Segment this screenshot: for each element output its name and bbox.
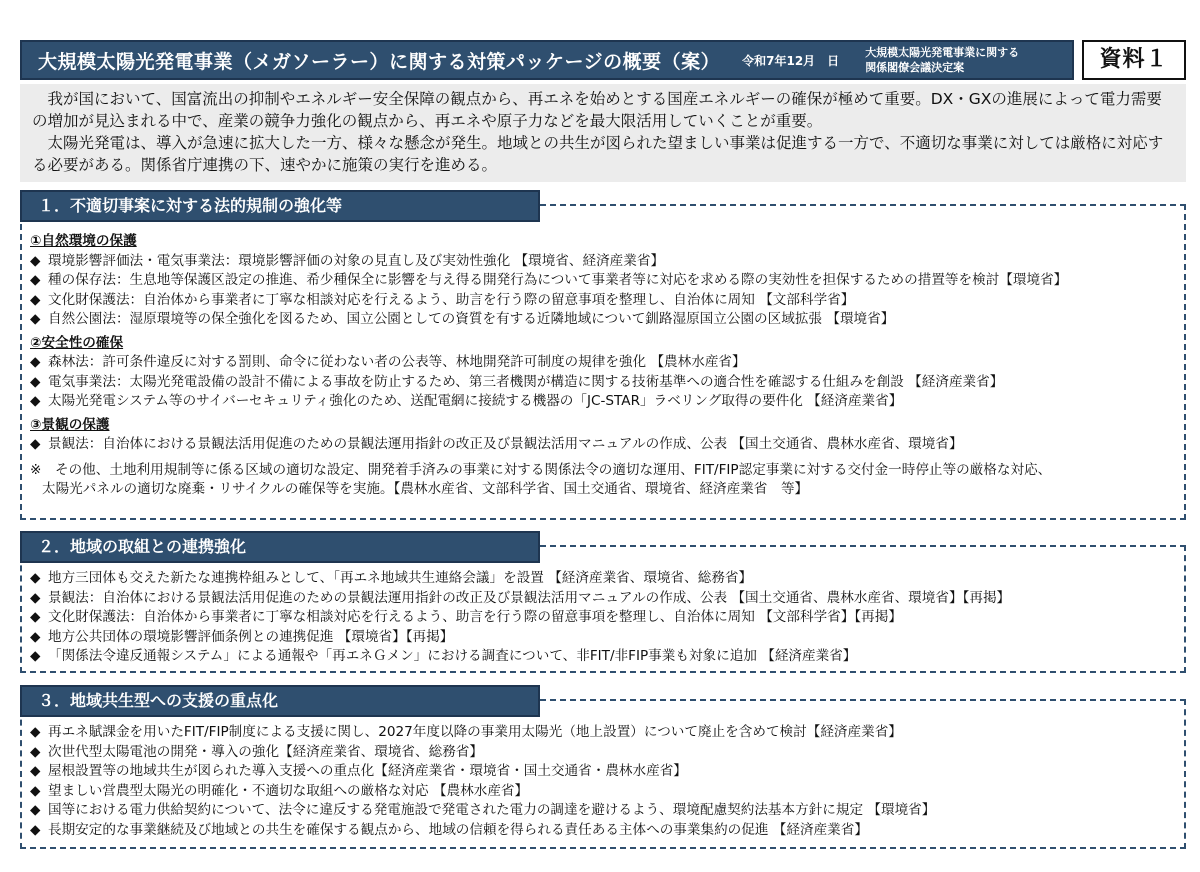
diamond-bullet-icon: ◆ bbox=[30, 291, 41, 308]
list-item: ◆ 望ましい営農型太陽光の明確化・不適切な取組への厳格な対応 【農林水産省】 bbox=[30, 782, 1180, 802]
list-item: ◆ 太陽光発電システム等のサイバーセキュリティ強化のため、送配電網に接続する機器の「JC-STAR」ラベリング取得の要件化 【経済産業省】 bbox=[30, 392, 1180, 412]
intro-paragraph-2: 太陽光発電は、導入が急速に拡大した一方、様々な懸念が発生。地域との共生が図られた望ましい事業は促進する一方で、不適切な事業に対しては厳格に対応する必要がある。関係省庁連携の下、速やかに施策の実行を進める。 bbox=[32, 134, 1164, 174]
list-item: ◆ 長期安定的な事業継続及び地域との共生を確保する観点から、地域の信頼を得られる責任ある主体への事業集約の促進 【経済産業省】 bbox=[30, 821, 1180, 841]
diamond-bullet-icon: ◆ bbox=[30, 821, 41, 838]
diamond-bullet-icon: ◆ bbox=[30, 724, 41, 740]
section-1-note bbox=[30, 461, 1180, 500]
diamond-bullet-icon: ◆ bbox=[30, 802, 41, 818]
intro-box bbox=[20, 84, 1186, 182]
list-item: ◆ 次世代型太陽電池の開発・導入の強化【経済産業省、環境省、総務省】 bbox=[30, 743, 1180, 763]
diamond-bullet-icon: ◆ bbox=[30, 763, 41, 779]
diamond-bullet-icon: ◆ bbox=[30, 743, 41, 760]
decision-note-line2: 関係閣僚会議決定案 bbox=[865, 61, 965, 74]
title-banner bbox=[20, 40, 1074, 80]
diamond-bullet-icon: ◆ bbox=[30, 311, 41, 327]
diamond-bullet-icon: ◆ bbox=[30, 252, 41, 269]
list-item: ◆ 文化財保護法：自治体から事業者に丁寧な相談対応を行えるよう、助言を行う際の留意事項を整理し、自治体に周知 【文部科学省】 bbox=[30, 291, 1180, 311]
decision-note-line1: 大規模太陽光発電事業に関する bbox=[865, 46, 1020, 59]
diamond-bullet-icon: ◆ bbox=[30, 628, 41, 645]
list-item: ◆ 電気事業法：太陽光発電設備の設計不備による事故を防止するため、第三者機関が構造に関する技術基準への適合性を確認する仕組みを創設 【経済産業省】 bbox=[30, 373, 1180, 393]
diamond-bullet-icon: ◆ bbox=[30, 436, 41, 452]
diamond-bullet-icon: ◆ bbox=[30, 570, 41, 586]
section-1-body bbox=[30, 232, 1180, 500]
document-title: 大規模太陽光発電事業（メガソーラー）に関する対策パッケージの概要（案） bbox=[38, 50, 721, 73]
note-line-1: ※ その他、土地利用規制等に係る区域の適切な設定、開発着手済みの事業に対する関係法令の適切な運用、FIT/FIP認定事業に対する交付金一時停止等の厳格な対応、 bbox=[30, 461, 1052, 478]
list-item: ◆ 景観法：自治体における景観法活用促進のための景観法運用指針の改正及び景観法活用マニュアルの作成、公表 【国土交通省、農林水産省、環境省】【再掲】 bbox=[30, 589, 1180, 609]
section-2-heading: ２．地域の取組との連携強化 bbox=[20, 531, 540, 563]
group-title: ③景観の保護 bbox=[30, 416, 110, 433]
list-item: ◆ 地方公共団体の環境影響評価条例との連携促進 【環境省】【再掲】 bbox=[30, 628, 1180, 648]
note-line-2: 太陽光パネルの適切な廃棄・リサイクルの確保等を実施。【農林水産省、文部科学省、国土交通省、環境省、経済産業省 等】 bbox=[42, 481, 809, 497]
diamond-bullet-icon: ◆ bbox=[30, 272, 41, 288]
list-item: ◆ 「関係法令違反通報システム」による通報や「再エネＧメン」における調査について、非FIT/非FIP事業も対象に追加 【経済産業省】 bbox=[30, 647, 1180, 667]
decision-note bbox=[865, 45, 1019, 75]
diamond-bullet-icon: ◆ bbox=[30, 648, 41, 664]
section-1-heading: １．不適切事案に対する法的規制の強化等 bbox=[20, 190, 540, 222]
diamond-bullet-icon: ◆ bbox=[30, 373, 41, 390]
document-page bbox=[14, 12, 1186, 862]
list-item: ◆ 環境影響評価法・電気事業法：環境影響評価の対象の見直し及び実効性強化 【環境省、経済産業省】 bbox=[30, 252, 1180, 272]
group-title: ②安全性の確保 bbox=[30, 334, 124, 351]
diamond-bullet-icon: ◆ bbox=[30, 589, 41, 606]
list-item: ◆ 地方三団体も交えた新たな連携枠組みとして、「再エネ地域共生連絡会議」を設置 【経済産業省、環境省、総務省】 bbox=[30, 569, 1180, 589]
list-item: ◆ 種の保存法：生息地等保護区設定の推進、希少種保全に影響を与え得る開発行為について事業者等に対応を求める際の実効性を担保するための措置等を検討【環境省】 bbox=[30, 271, 1180, 291]
intro-paragraph-1: 我が国において、国富流出の抑制やエネルギー安全保障の観点から、再エネを始めとする国産エネルギーの確保が極めて重要。DX・GXの進展によって電力需要の増加が見込まれる中で、産業の競争力強化の観点から、再エネや原子力などを最大限活用していくことが重要。 bbox=[32, 90, 1162, 130]
list-item: ◆ 景観法：自治体における景観法活用促進のための景観法運用指針の改正及び景観法活用マニュアルの作成、公表 【国土交通省、農林水産省、環境省】 bbox=[30, 435, 1180, 455]
list-item: ◆ 国等における電力供給契約について、法令に違反する発電施設で発電された電力の調達を避けるよう、環境配慮契約法基本方針に規定 【環境省】 bbox=[30, 801, 1180, 821]
group-title: ①自然環境の保護 bbox=[30, 233, 137, 249]
diamond-bullet-icon: ◆ bbox=[30, 609, 41, 625]
document-date: 令和7年12月 日 bbox=[742, 53, 840, 68]
section-3-body bbox=[30, 723, 1180, 840]
list-item: ◆ 自然公園法：湿原環境等の保全強化を図るため、国立公園としての資質を有する近隣地域について釧路湿原国立公園の区域拡張 【環境省】 bbox=[30, 310, 1180, 330]
list-item: ◆ 再エネ賦課金を用いたFIT/FIP制度による支援に関し、2027年度以降の事業用太陽光（地上設置）について廃止を含めて検討【経済産業省】 bbox=[30, 723, 1180, 743]
list-item: ◆ 屋根設置等の地域共生が図られた導入支援への重点化【経済産業省・環境省・国土交通省・農林水産省】 bbox=[30, 762, 1180, 782]
document-label: 資料１ bbox=[1082, 40, 1186, 80]
list-item: ◆ 文化財保護法：自治体から事業者に丁寧な相談対応を行えるよう、助言を行う際の留意事項を整理し、自治体に周知 【文部科学省】【再掲】 bbox=[30, 608, 1180, 628]
diamond-bullet-icon: ◆ bbox=[30, 354, 41, 370]
list-item: ◆ 森林法：許可条件違反に対する罰則、命令に従わない者の公表等、林地開発許可制度の規律を強化 【農林水産省】 bbox=[30, 353, 1180, 373]
section-3-heading: ３．地域共生型への支援の重点化 bbox=[20, 685, 540, 717]
diamond-bullet-icon: ◆ bbox=[30, 782, 41, 799]
diamond-bullet-icon: ◆ bbox=[30, 393, 41, 409]
section-2-body bbox=[30, 569, 1180, 667]
